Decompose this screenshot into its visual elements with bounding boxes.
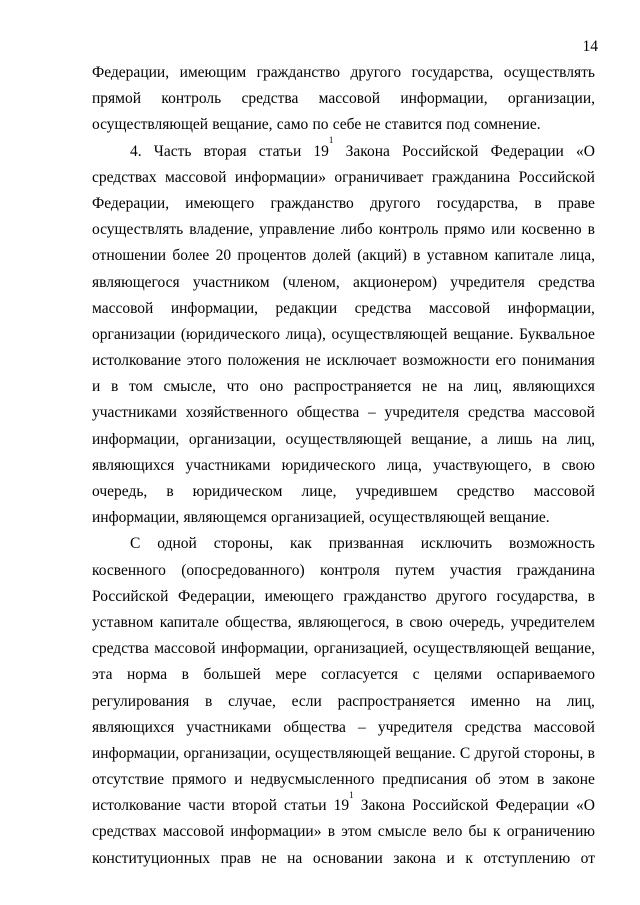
text-line: информации, организации, осуществляющей вещание. С другой стороны, в [92,744,595,762]
text-line: регулирования в случае, если распространяется именно на лиц, [92,692,595,710]
text-line: средствах массовой информации» в этом смысле вело бы к ограничению [92,823,595,841]
text-line: средствах массовой информации» ограничивает гражданина Российской [92,168,595,186]
text-line: являющегося участником (членом, акционером) учредителя средства [92,273,595,291]
text-line: 4. Часть вторая статьи $19^1$ Закона Российской Федерации «О [130,135,595,160]
text-line: осуществлять владение, управление либо контроль прямо или косвенно в [92,221,595,239]
text-line: истолкование части второй статьи $19^1$ Закона Российской Федерации «О [92,790,595,815]
text-line: Российской Федерации, имеющего гражданство другого государства, в [92,587,595,605]
text-line: участниками хозяйственного общества – учредителя средства массовой [92,404,595,422]
text-line: средства массовой информации, организацией, осуществляющей вещание, [92,640,595,658]
text-line: прямой контроль средства массовой информации, организации, [92,90,595,108]
text-line: конституционных прав не на основании закона и к отступлению от [92,849,595,867]
text-line: Федерации, имеющего гражданство другого государства, в праве [92,194,595,212]
text-line: массовой информации, редакции средства массовой информации, [92,299,595,317]
text-line: информации, являющемся организацией, осуществляющей вещание. [92,509,550,527]
text-line: уставном капитале общества, являющегося, в свою очередь, учредителем [92,613,595,631]
text-line: С одной стороны, как призванная исключить возможность [130,535,595,553]
text-line: отношении более 20 процентов долей (акций) в уставном капитале лица, [92,247,595,265]
text-line: являющихся участниками юридического лица, участвующего, в свою [92,456,595,474]
text-line: истолкование этого положения не исключает возможности его понимания [92,352,595,370]
text-line: Федерации, имеющим гражданство другого государства, осуществлять [92,64,595,81]
document-body [92,60,595,872]
text-line: информации, организации, осуществляющей вещание, а лишь на лиц, [92,430,595,448]
text-line: эта норма в большей мере согласуется с целями оспариваемого [92,666,595,684]
text-line: и в том смысле, что оно распространяется не на лиц, являющихся [92,378,595,396]
page-number: 14 [582,38,598,55]
text-line: очередь, в юридическом лице, учредившем средство массовой [92,483,595,500]
text-line: косвенного (опосредованного) контроля путем участия гражданина [92,561,595,579]
text-line: осуществляющей вещание, само по себе не ставится под сомнение. [92,116,541,134]
text-line: являющихся участниками общества – учредителя средства массовой [92,718,595,736]
text-line: отсутствие прямого и недвусмысленного предписания об этом в законе [92,771,595,789]
text-line: организации (юридического лица), осуществляющей вещание. Буквальное [92,325,595,343]
